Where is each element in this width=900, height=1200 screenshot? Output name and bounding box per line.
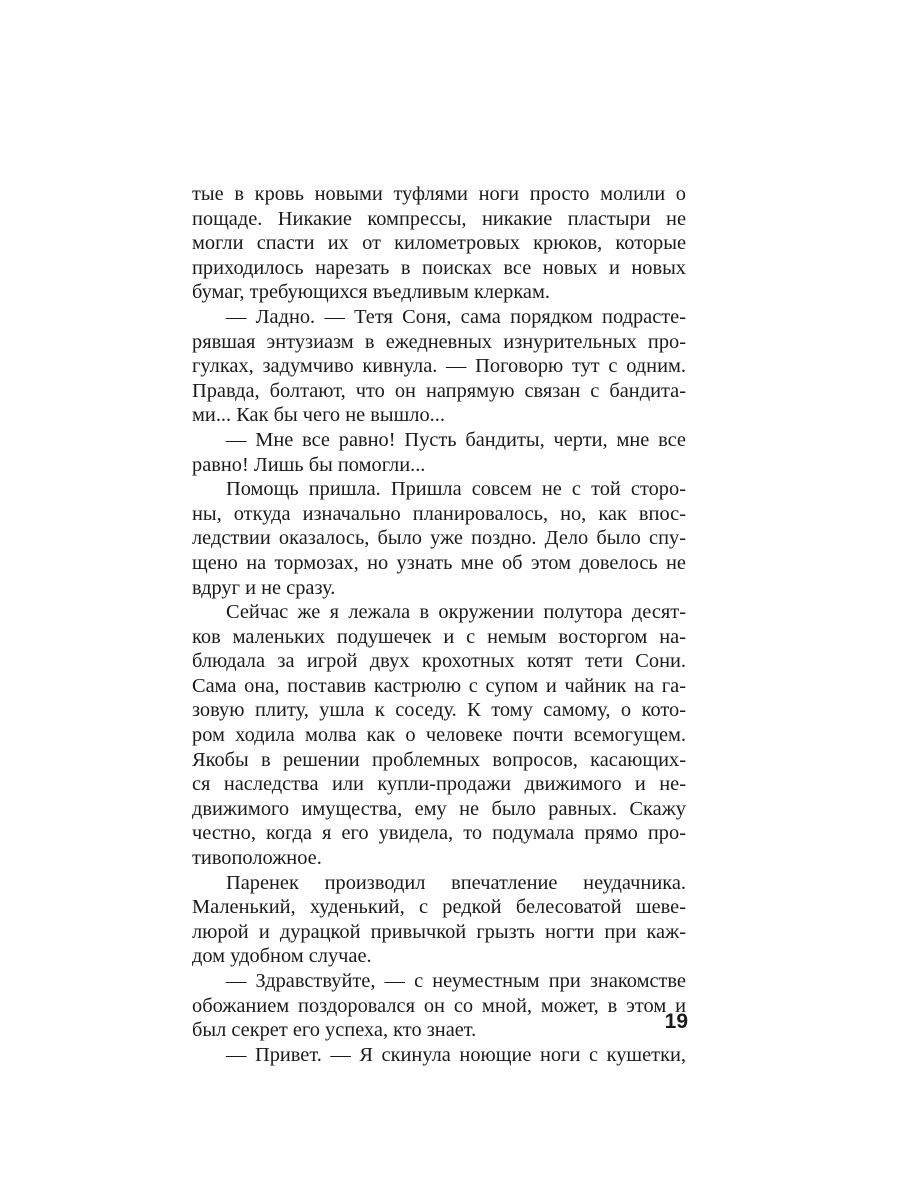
text-line: — Ладно. — Тетя Соня, сама порядком подрасте- bbox=[226, 305, 686, 328]
text-line: Помощь пришла. Пришла совсем не с той сторо- bbox=[226, 478, 686, 501]
text-line: гулках, задумчиво кивнула. — Поговорю тут с одним. bbox=[192, 355, 686, 378]
text-line: — Здравствуйте, — с неуместным при знакомстве bbox=[226, 970, 686, 992]
text-line: равно! Лишь бы помогли... bbox=[192, 453, 426, 476]
text-line: рявшая энтузиазм в ежедневных изнурительных про- bbox=[192, 330, 686, 353]
text-line: был секрет его успеха, кто знает. bbox=[192, 1019, 477, 1042]
text-line: — Привет. — Я скинула ноющие ноги с кушетки, bbox=[226, 1043, 686, 1066]
text-line: вдруг и не сразу. bbox=[192, 576, 336, 599]
text-line: тые в кровь новыми туфлями ноги просто молили о bbox=[192, 183, 686, 205]
text-line: — Мне все равно! Пусть бандиты, черти, мне все bbox=[226, 428, 686, 451]
text-line: Маленький, худенький, с редкой белесоватой шеве- bbox=[192, 896, 686, 919]
text-line: приходилось нарезать в поисках все новых и новых bbox=[192, 256, 686, 279]
text-line: Правда, болтают, что он напрямую связан с бандита- bbox=[192, 379, 686, 402]
text-line: пощаде. Никакие компрессы, никакие пластыри не bbox=[192, 207, 686, 230]
text-line: могли спасти их от километровых крюков, которые bbox=[192, 232, 686, 255]
text-line: Паренек производил впечатление неудачника. bbox=[226, 871, 686, 894]
text-line: блюдала за игрой двух крохотных котят тети Сони. bbox=[192, 650, 686, 673]
text-line: дом удобном случае. bbox=[192, 945, 372, 968]
text-line: движимого имущества, ему не было равных. Скажу bbox=[192, 797, 686, 820]
text-line: Сейчас же я лежала в окружении полутора десят- bbox=[226, 601, 686, 624]
text-line: ми... Как бы чего не вышло... bbox=[192, 404, 445, 427]
text-line: ков маленьких подушечек и с немым восторгом на- bbox=[192, 625, 686, 648]
text-line: Якобы в решении проблемных вопросов, касающих- bbox=[192, 748, 686, 771]
text-line: люрой и дурацкой привычкой грызть ногти при каж- bbox=[192, 920, 686, 943]
text-line: бумаг, требующихся въедливым клеркам. bbox=[192, 281, 550, 304]
text-line: щено на тормозах, но узнать мне об этом довелось не bbox=[192, 551, 686, 574]
text-line: ны, откуда изначально планировалось, но, как впос- bbox=[192, 502, 686, 525]
text-line: честно, когда я его увидела, то подумала прямо про- bbox=[192, 822, 686, 845]
text-line: ром ходила молва как о человеке почти всемогущем. bbox=[192, 724, 686, 747]
page-number: 19 bbox=[664, 1010, 688, 1033]
text-line: ся наследства или купли-продажи движимого и не- bbox=[192, 773, 686, 796]
body-text bbox=[192, 182, 686, 1067]
text-line: Сама она, поставив кастрюлю с супом и чайник на га- bbox=[192, 674, 686, 697]
text-line: ледствии оказалось, было уже поздно. Дело было спу- bbox=[192, 527, 686, 550]
text-line: тивоположное. bbox=[192, 847, 322, 870]
text-line: обожанием поздоровался он со мной, может, в этом и bbox=[192, 994, 686, 1017]
text-line: зовую плиту, ушла к соседу. К тому самому, о кото- bbox=[192, 699, 686, 722]
